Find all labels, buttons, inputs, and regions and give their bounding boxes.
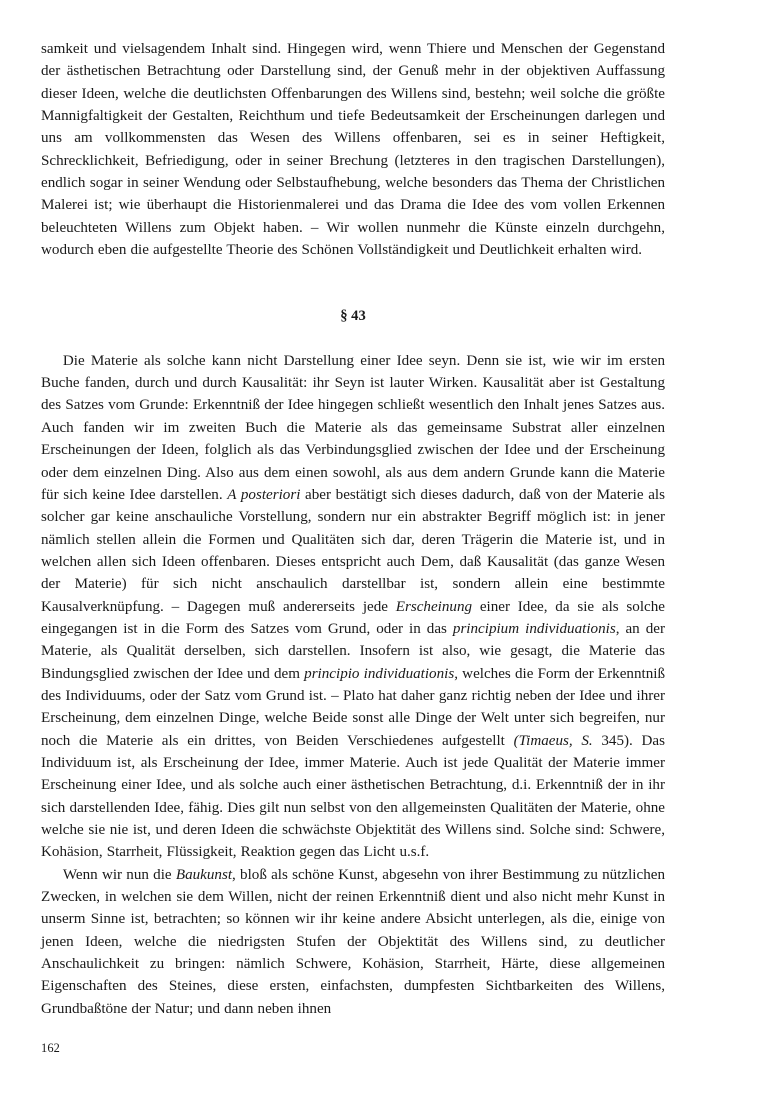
paragraph-baukunst: Wenn wir nun die Baukunst, bloß als schöne Kunst, abgesehn von ihrer Bestimmung zu nützlichen Zwecken, in welchen sie dem Willen, nicht der reinen Erkenntniß dient und also nicht mehr Kunst in unserm Sinne ist, betrachten; so können wir ihr keine andere Absicht unterlegen, als die, einige von jenen Ideen, welche die niedrigsten Stufen der Objektität des Willens sind, zu deutlicher Anschaulichkeit zu bringen: nämlich Schwere, Kohäsion, Starrheit, Härte, diese allgemeinen Eigenschaften des Steines, diese ersten, einfachsten, dumpfesten Sichtbarkeiten des Willens, Grundbaßtöne der Natur; und dann neben ihnen xyxy=(41,866,665,1017)
spacer-above-heading xyxy=(41,261,665,305)
spacer-below-heading xyxy=(41,328,665,350)
section-heading: § 43 xyxy=(340,308,366,325)
page-number: 162 xyxy=(41,1041,60,1055)
paragraph-materie: Die Materie als solche kann nicht Darstellung einer Idee seyn. Denn sie ist, wie wir im ersten Buche fanden, durch und durch Kausalität: ihr Seyn ist lauter Wirken. Kausalität aber ist Gestaltung des Satzes vom Grunde: Erkenntniß der Idee hingegen schließt wesentlich den Inhalt jenes Satzes aus. Auch fanden wir im zweiten Buch die Materie als das gemeinsame Substrat aller einzelnen Erscheinungen der Ideen, folglich als das Verbindungsglied zwischen der Idee und der Erscheinung oder dem einzelnen Ding. Also aus dem einen sowohl, als aus dem andern Grunde kann die Materie für sich keine Idee darstellen. A posteriori aber bestätigt sich dieses dadurch, daß von der Materie als solcher gar keine anschauliche Vorstellung, sondern nur ein abstrakter Begriff möglich ist: in jener nämlich stellen allein die Formen und Qualitäten sich dar, deren Trägerin die Materie ist, und in welchen allen sich Ideen offenbaren. Dieses entspricht auch Dem, daß Kausalität (das ganze Wesen der Materie) für sich nicht anschaulich darstellbar ist, sondern allein eine bestimmte Kausalverknüpfung. – Dagegen muß andererseits jede Erscheinung einer Idee, da sie als solche eingegangen ist in die Form des Satzes vom Grund, oder in das principium individuationis, an der Materie, als Qualität derselben, sich darstellen. Insofern ist also, wie gesagt, die Materie das Bindungsglied zwischen der Idee und dem principio individuationis, welches die Form der Erkenntniß des Individuums, oder der Satz vom Grund ist. – Plato hat daher ganz richtig neben der Idee und ihrer Erscheinung, dem einzelnen Dinge, welche Beide sonst alle Dinge der Welt unter sich begreifen, nur noch die Materie als ein drittes, von Beiden Verschiedenes aufgestellt (Timaeus, S. 345). Das Individuum ist, als Erscheinung der Idee, immer Materie. Auch ist jede Qualität der Materie immer Erscheinung einer Idee, und als solche auch einer ästhetischen Betrachtung, d.i. Erkenntniß der in ihr sich darstellenden Idee, fähig. Dies gilt nun selbst von den allgemeinsten Qualitäten der Materie, ohne welche sie nie ist, und deren Ideen die schwächste Objektität des Willens sind. Solche sind: Schwere, Kohäsion, Starrheit, Flüssigkeit, Reaktion gegen das Licht u.s.f. xyxy=(41,352,665,861)
page-text-block xyxy=(41,38,665,1020)
paragraph-continued-from-previous-page: samkeit und vielsagendem Inhalt sind. Hingegen wird, wenn Thiere und Menschen der Gegenstand der ästhetischen Betrachtung oder Darstellung sind, der Genuß mehr in der objektiven Auffassung dieser Ideen, welche die deutlichsten Offenbarungen des Willens sind, bestehn; weil solche die größte Mannigfaltigkeit der Gestalten, Reichthum und tiefe Bedeutsamkeit der Erscheinungen darlegen und uns am vollkommensten das Wesen des Willens offenbaren, sei es in seiner Heftigkeit, Schrecklichkeit, Befriedigung, oder in seiner Brechung (letzteres in den tragischen Darstellungen), endlich sogar in seiner Wendung oder Selbstaufhebung, welche besonders das Thema der Christlichen Malerei ist; wie überhaupt die Historienmalerei und das Drama die Idee des vom vollen Erkennen beleuchteten Willens zum Objekt haben. – Wir wollen nunmehr die Künste einzeln durchgehn, wodurch eben die aufgestellte Theorie des Schönen Vollständigkeit und Deutlichkeit erhalten wird. xyxy=(41,41,665,259)
